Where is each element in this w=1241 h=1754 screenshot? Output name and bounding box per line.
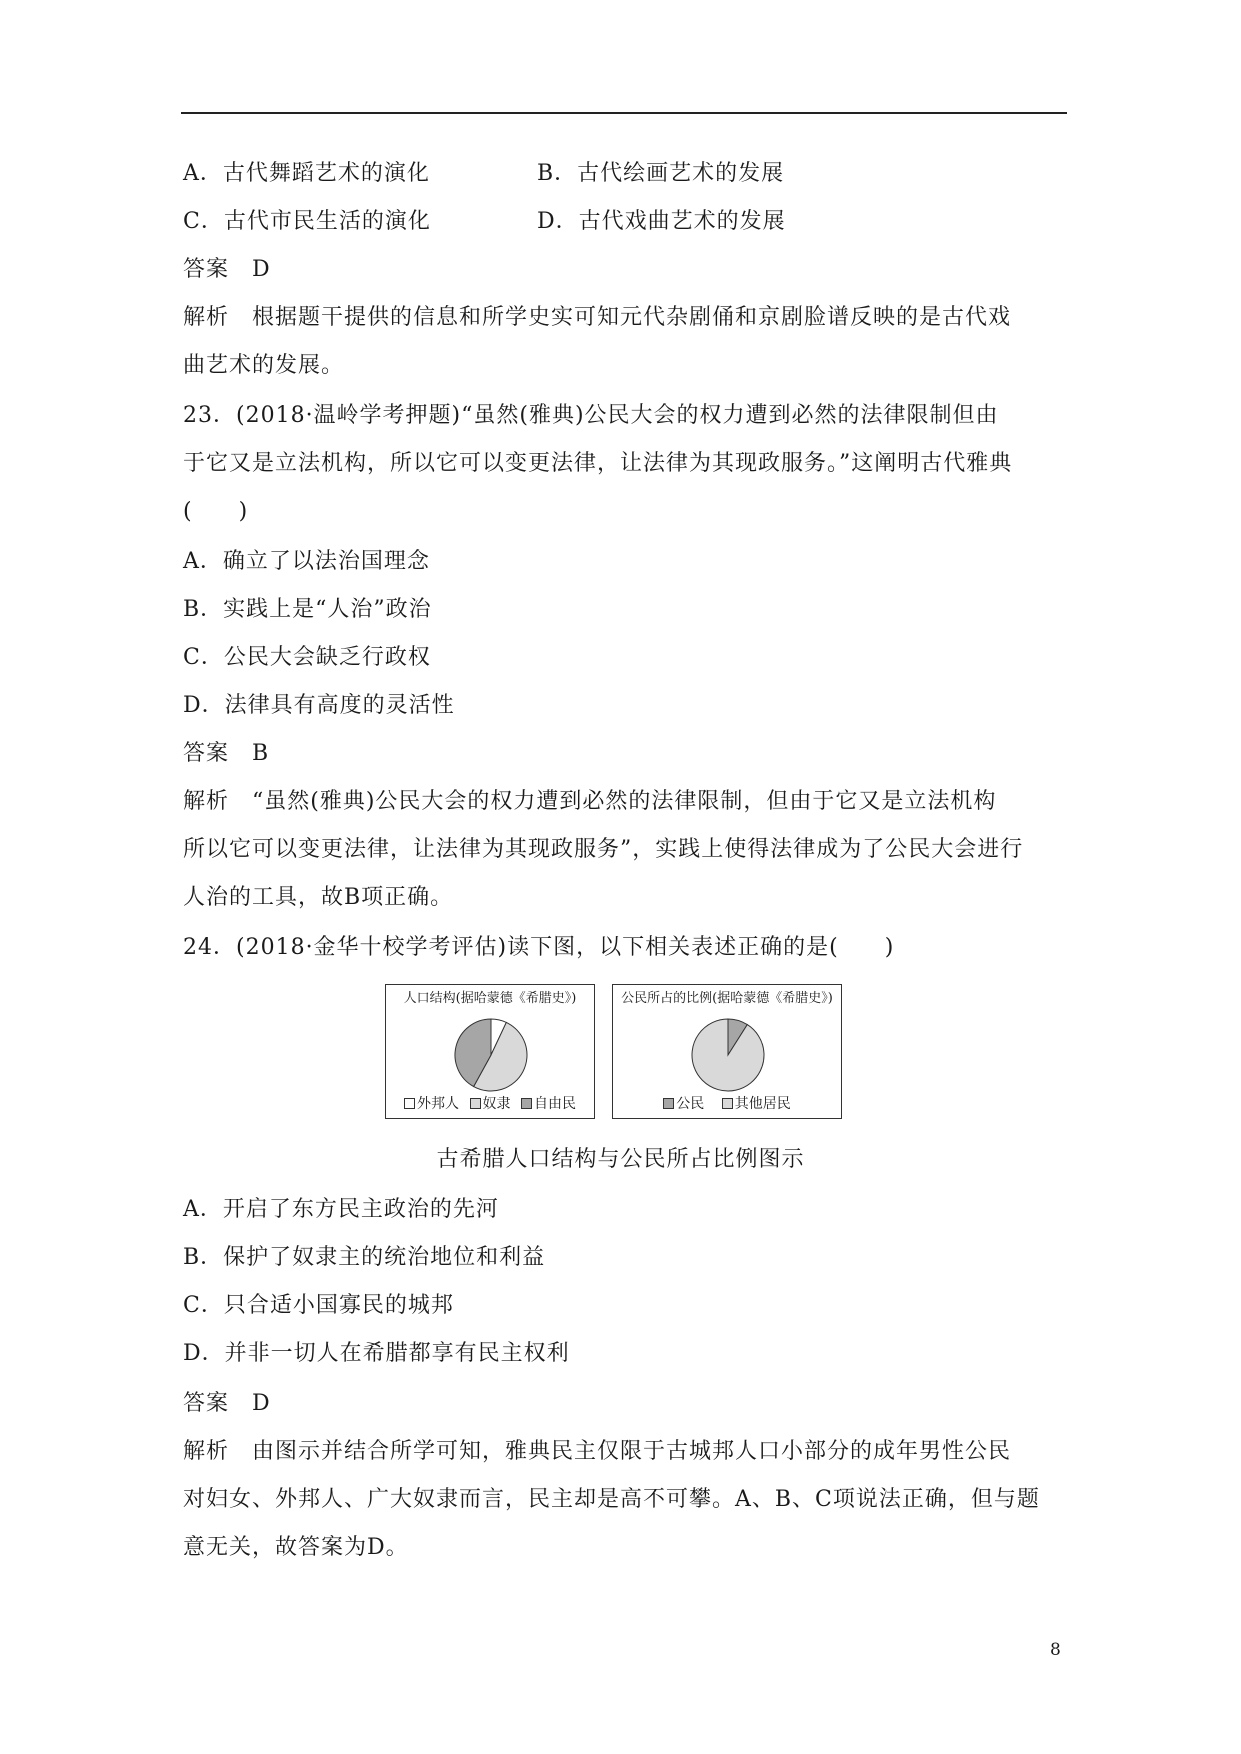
pie-chart-population-structure — [385, 984, 595, 1119]
legend-item-foreigners — [404, 1096, 459, 1112]
q24-analysis-line-1: 解析 由图示并结合所学可知，雅典民主仅限于古城邦人口小部分的成年男性公民 — [183, 1439, 1012, 1464]
legend-swatch-foreigners — [404, 1098, 415, 1109]
q23-analysis-line-3: 人治的工具，故B项正确。 — [183, 885, 454, 910]
q24-analysis-line-2: 对妇女、外邦人、广大奴隶而言，民主却是高不可攀。A、B、C项说法正确，但与题 — [183, 1487, 1040, 1512]
q24-option-d: D．并非一切人在希腊都享有民主权利 — [183, 1341, 570, 1366]
q23-answer: 答案 B — [183, 741, 270, 766]
q22-answer: 答案 D — [183, 257, 271, 282]
chart-2-slice-1 — [692, 1019, 764, 1091]
header-rule — [181, 112, 1067, 114]
q23-option-d: D．法律具有高度的灵活性 — [183, 693, 455, 718]
q24-option-a: A．开启了东方民主政治的先河 — [183, 1197, 499, 1222]
q23-option-a: A．确立了以法治国理念 — [183, 549, 430, 574]
q22-option-d: D．古代戏曲艺术的发展 — [537, 209, 786, 234]
q23-stem-line-1: 23．(2018·温岭学考押题)“虽然(雅典)公民大会的权力遭到必然的法律限制但由 — [183, 403, 999, 428]
legend-label-freemen: 自由民 — [533, 1096, 576, 1112]
legend-item-citizens — [663, 1096, 704, 1112]
q23-analysis-line-1: 解析 “虽然(雅典)公民大会的权力遭到必然的法律限制，但由于它又是立法机构 — [183, 789, 997, 814]
q23-option-b: B．实践上是“人治”政治 — [183, 597, 432, 622]
legend-label-citizens: 公民 — [676, 1096, 705, 1112]
chart-2-title: 公民所占的比例(据哈蒙德《希腊史》) — [621, 991, 833, 1006]
q23-stem-line-2: 于它又是立法机构，所以它可以变更法律，让法律为其现政服务。”这阐明古代雅典 — [183, 451, 1013, 476]
legend-swatch-other-residents — [722, 1098, 733, 1109]
q22-analysis-line-1: 解析 根据题干提供的信息和所学史实可知元代杂剧俑和京剧脸谱反映的是古代戏 — [183, 305, 1012, 330]
q22-option-c: C．古代市民生活的演化 — [183, 209, 431, 234]
legend-label-slaves: 奴隶 — [482, 1096, 511, 1112]
q24-stem: 24．(2018·金华十校学考评估)读下图，以下相关表述正确的是( ) — [183, 935, 895, 960]
pie-chart-citizen-proportion — [612, 984, 842, 1119]
q22-analysis-line-2: 曲艺术的发展。 — [183, 353, 345, 378]
legend-swatch-freemen — [521, 1098, 532, 1109]
q22-option-a: A．古代舞蹈艺术的演化 — [183, 161, 430, 186]
legend-label-foreigners: 外邦人 — [417, 1096, 460, 1112]
legend-swatch-slaves — [470, 1098, 481, 1109]
legend-swatch-citizens — [663, 1098, 674, 1109]
chart-1-legend — [386, 1096, 594, 1112]
chart-2-legend — [613, 1096, 841, 1112]
q23-analysis-line-2: 所以它可以变更法律，让法律为其现政服务”，实践上使得法律成为了公民大会进行 — [183, 837, 1024, 862]
q24-answer: 答案 D — [183, 1391, 271, 1416]
q23-stem-line-3: ( ) — [183, 499, 249, 524]
page-number: 8 — [1050, 1640, 1061, 1660]
q24-option-b: B．保护了奴隶主的统治地位和利益 — [183, 1245, 546, 1270]
figure-caption: 古希腊人口结构与公民所占比例图示 — [436, 1147, 805, 1172]
legend-label-other-residents: 其他居民 — [734, 1096, 791, 1112]
legend-item-slaves — [470, 1096, 511, 1112]
q23-option-c: C．公民大会缺乏行政权 — [183, 645, 431, 670]
legend-item-freemen — [521, 1096, 576, 1112]
q24-option-c: C．只合适小国寡民的城邦 — [183, 1293, 454, 1318]
chart-2-pie — [688, 1015, 768, 1095]
q24-analysis-line-3: 意无关，故答案为D。 — [183, 1535, 409, 1560]
legend-item-other-residents — [722, 1096, 791, 1112]
chart-1-pie — [451, 1015, 531, 1095]
chart-1-title: 人口结构(据哈蒙德《希腊史》) — [403, 991, 577, 1006]
q22-option-b: B．古代绘画艺术的发展 — [537, 161, 785, 186]
